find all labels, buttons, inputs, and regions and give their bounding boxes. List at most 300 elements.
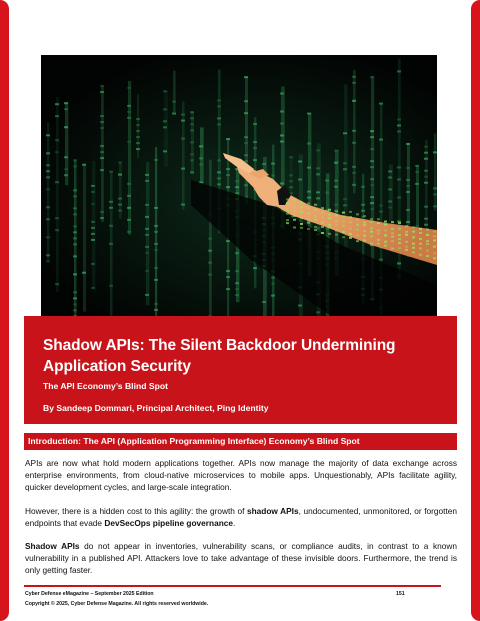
code-glyph (334, 180, 338, 182)
projected-code-glyph (321, 226, 324, 228)
projected-code-glyph (300, 223, 303, 225)
projected-code-glyph (363, 235, 366, 237)
projected-code-glyph (412, 236, 415, 238)
code-glyph (118, 198, 122, 200)
code-glyph (424, 182, 428, 184)
code-glyph (415, 171, 419, 173)
code-glyph (127, 105, 131, 107)
code-glyph (100, 217, 104, 219)
projected-code-glyph (307, 222, 310, 224)
code-glyph (190, 129, 194, 131)
code-glyph (226, 186, 230, 188)
code-glyph (370, 184, 374, 186)
code-glyph (154, 303, 158, 305)
code-glyph (352, 130, 356, 132)
projected-code-glyph (314, 209, 317, 211)
projected-code-glyph (370, 231, 373, 233)
paragraph-hidden-cost (25, 505, 457, 529)
code-glyph (100, 115, 104, 117)
code-glyph (100, 157, 104, 159)
projected-code-glyph (426, 255, 429, 257)
code-glyph (352, 166, 356, 168)
projected-code-glyph (342, 221, 345, 223)
code-glyph (334, 186, 338, 188)
projected-code-glyph (419, 232, 422, 234)
projected-code-glyph (426, 250, 429, 252)
projected-code-glyph (356, 224, 359, 226)
projected-code-glyph (293, 219, 296, 221)
copyright-notice: Copyright © 2025, Cyber Defense Magazine. All rights reserved worldwide. (25, 601, 209, 607)
code-glyph (64, 108, 68, 110)
code-glyph (397, 70, 401, 72)
code-glyph (379, 103, 383, 105)
code-glyph (424, 170, 428, 172)
code-glyph (154, 267, 158, 269)
projected-code-glyph (321, 216, 324, 218)
code-glyph (235, 180, 239, 182)
code-glyph (208, 238, 212, 240)
projected-code-glyph (349, 237, 352, 239)
projected-code-glyph (370, 243, 373, 245)
code-glyph (55, 151, 59, 153)
code-glyph (406, 191, 410, 193)
code-glyph (55, 229, 59, 231)
code-glyph (109, 243, 113, 245)
code-glyph (343, 204, 347, 206)
code-glyph (316, 191, 320, 193)
code-glyph (280, 141, 284, 143)
code-glyph (244, 76, 248, 78)
projected-code-glyph (335, 211, 338, 213)
code-glyph (352, 172, 356, 174)
code-glyph (181, 168, 185, 170)
code-glyph (244, 142, 248, 144)
projected-code-glyph (335, 229, 338, 231)
code-glyph (217, 105, 221, 107)
projected-code-glyph (398, 222, 401, 224)
code-glyph (55, 139, 59, 141)
code-glyph (109, 171, 113, 173)
code-glyph (73, 189, 77, 191)
projected-code-glyph (405, 246, 408, 248)
code-glyph (370, 136, 374, 138)
code-glyph (343, 162, 347, 164)
emphasis-shadow-apis: shadow APIs (246, 506, 299, 516)
projected-code-glyph (356, 219, 359, 221)
code-glyph (91, 191, 95, 193)
code-glyph (253, 159, 257, 161)
code-glyph (154, 231, 158, 233)
code-glyph (235, 252, 239, 254)
code-glyph (235, 288, 239, 290)
code-glyph (316, 197, 320, 199)
code-glyph (397, 166, 401, 168)
code-column (200, 127, 204, 183)
projected-code-glyph (391, 228, 394, 230)
code-glyph (127, 183, 131, 185)
code-glyph (289, 156, 293, 158)
projected-code-glyph (419, 238, 422, 240)
code-glyph (136, 142, 140, 144)
projected-code-glyph (349, 221, 352, 223)
projected-code-glyph (398, 228, 401, 230)
code-glyph (91, 233, 95, 235)
projected-code-glyph (433, 252, 436, 254)
code-glyph (262, 301, 266, 303)
code-glyph (145, 246, 149, 248)
code-glyph (73, 231, 77, 233)
code-glyph (64, 126, 68, 128)
code-glyph (64, 174, 68, 176)
code-glyph (433, 205, 437, 207)
code-glyph (55, 217, 59, 219)
code-glyph (226, 288, 230, 290)
code-glyph (46, 152, 50, 154)
code-glyph (370, 130, 374, 132)
projected-code-glyph (328, 209, 331, 211)
projected-code-glyph (300, 206, 303, 208)
projected-code-glyph (293, 205, 296, 207)
code-glyph (199, 145, 203, 147)
projected-code-glyph (321, 232, 324, 234)
code-glyph (397, 130, 401, 132)
code-glyph (280, 183, 284, 185)
projected-code-glyph (286, 222, 289, 224)
code-glyph (172, 101, 176, 103)
code-glyph (127, 141, 131, 143)
projected-code-glyph (293, 227, 296, 229)
article-title: Shadow APIs: The Silent Backdoor Undermining Application Security (43, 337, 396, 375)
code-glyph (415, 225, 419, 227)
code-glyph (73, 159, 77, 161)
code-glyph (145, 252, 149, 254)
footer-edition: Cyber Defense eMagazine – September 2025 Edition (25, 591, 154, 597)
code-glyph (181, 138, 185, 140)
code-glyph (127, 219, 131, 221)
paragraph-intro (25, 457, 457, 494)
code-glyph (64, 168, 68, 170)
projected-code-glyph (391, 247, 394, 249)
projected-code-glyph (300, 227, 303, 229)
page-number: 151 (396, 591, 405, 597)
code-glyph (388, 206, 392, 208)
projected-code-glyph (426, 243, 429, 245)
code-glyph (415, 165, 419, 167)
code-glyph (46, 260, 50, 262)
code-glyph (73, 213, 77, 215)
projected-code-glyph (286, 198, 289, 200)
code-glyph (46, 176, 50, 178)
projected-code-glyph (321, 211, 324, 213)
code-glyph (280, 123, 284, 125)
code-glyph (334, 204, 338, 206)
code-glyph (163, 120, 167, 122)
code-glyph (73, 165, 77, 167)
code-glyph (379, 259, 383, 261)
projected-code-glyph (286, 209, 289, 211)
projected-code-glyph (356, 229, 359, 231)
code-glyph (415, 183, 419, 185)
code-glyph (370, 148, 374, 150)
code-glyph (181, 120, 185, 122)
code-glyph (73, 255, 77, 257)
projected-code-glyph (412, 231, 415, 233)
projected-code-glyph (321, 207, 324, 209)
projected-code-glyph (328, 233, 331, 235)
code-glyph (145, 216, 149, 218)
code-glyph (343, 168, 347, 170)
code-glyph (100, 145, 104, 147)
code-glyph (325, 192, 329, 194)
code-glyph (46, 188, 50, 190)
article-byline: By Sandeep Dommari, Principal Architect, Ping Identity (43, 403, 269, 413)
code-column (164, 90, 168, 167)
code-glyph (433, 151, 437, 153)
code-glyph (361, 210, 365, 212)
projected-code-glyph (377, 232, 380, 234)
paragraph-text: , undocumented, unmonitored, or forgotten endpoints that evade (25, 506, 457, 529)
code-glyph (316, 311, 320, 313)
code-glyph (154, 249, 158, 251)
paragraph-text: . (233, 518, 236, 529)
code-glyph (109, 225, 113, 227)
code-glyph (370, 178, 374, 180)
code-glyph (55, 283, 59, 285)
section-heading: Introduction: The API (Application Programming Interface) Economy’s Blind Spot (24, 433, 457, 450)
code-glyph (118, 210, 122, 212)
code-glyph (73, 297, 77, 299)
projected-code-glyph (377, 239, 380, 241)
code-glyph (226, 138, 230, 140)
code-glyph (334, 150, 338, 152)
code-glyph (100, 121, 104, 123)
projected-code-glyph (356, 240, 359, 242)
projected-code-glyph (370, 221, 373, 223)
projected-code-glyph (412, 251, 415, 253)
projected-code-glyph (426, 229, 429, 231)
projected-code-glyph (307, 212, 310, 214)
code-glyph (217, 171, 221, 173)
code-glyph (388, 188, 392, 190)
paragraph-shadow-apis (25, 540, 457, 577)
code-glyph (91, 185, 95, 187)
code-glyph (433, 187, 437, 189)
code-glyph (127, 111, 131, 113)
projected-code-glyph (384, 241, 387, 243)
code-glyph (424, 176, 428, 178)
projected-code-glyph (426, 240, 429, 242)
code-glyph (244, 154, 248, 156)
projected-code-glyph (398, 247, 401, 249)
code-glyph (46, 206, 50, 208)
code-glyph (190, 153, 194, 155)
code-glyph (226, 276, 230, 278)
code-glyph (127, 87, 131, 89)
code-glyph (280, 111, 284, 113)
code-glyph (397, 124, 401, 126)
code-glyph (208, 250, 212, 252)
projected-code-glyph (342, 212, 345, 214)
code-glyph (361, 186, 365, 188)
code-glyph (73, 309, 77, 311)
code-glyph (244, 136, 248, 138)
projected-code-glyph (335, 220, 338, 222)
projected-code-glyph (328, 226, 331, 228)
code-glyph (190, 159, 194, 161)
code-glyph (298, 305, 302, 307)
code-glyph (91, 203, 95, 205)
code-glyph (190, 171, 194, 173)
code-glyph (190, 117, 194, 119)
projected-code-glyph (398, 234, 401, 236)
code-glyph (100, 85, 104, 87)
code-glyph (343, 198, 347, 200)
code-glyph (190, 111, 194, 113)
code-glyph (370, 166, 374, 168)
code-glyph (55, 115, 59, 117)
projected-code-glyph (300, 202, 303, 204)
projected-code-glyph (335, 214, 338, 216)
code-glyph (307, 191, 311, 193)
code-glyph (280, 93, 284, 95)
code-glyph (118, 162, 122, 164)
code-glyph (397, 178, 401, 180)
code-glyph (352, 142, 356, 144)
code-glyph (73, 237, 77, 239)
footer-divider (24, 585, 441, 587)
projected-code-glyph (321, 221, 324, 223)
projected-code-glyph (433, 235, 436, 237)
projected-code-glyph (342, 225, 345, 227)
code-glyph (190, 141, 194, 143)
projected-code-glyph (307, 228, 310, 230)
projected-code-glyph (405, 234, 408, 236)
code-glyph (55, 103, 59, 105)
code-glyph (136, 124, 140, 126)
code-glyph (199, 157, 203, 159)
code-glyph (370, 196, 374, 198)
code-glyph (379, 211, 383, 213)
code-glyph (280, 135, 284, 137)
projected-code-glyph (314, 229, 317, 231)
code-glyph (406, 221, 410, 223)
code-glyph (217, 117, 221, 119)
code-glyph (370, 202, 374, 204)
code-glyph (136, 118, 140, 120)
left-page-edge (0, 0, 9, 621)
code-glyph (73, 291, 77, 293)
projected-code-glyph (405, 241, 408, 243)
code-glyph (298, 161, 302, 163)
projected-code-glyph (349, 216, 352, 218)
code-glyph (424, 206, 428, 208)
code-glyph (271, 175, 275, 177)
code-glyph (82, 272, 86, 274)
code-glyph (100, 151, 104, 153)
code-glyph (316, 167, 320, 169)
code-glyph (64, 156, 68, 158)
code-glyph (271, 295, 275, 297)
projected-code-glyph (307, 203, 310, 205)
code-column (416, 165, 419, 230)
code-glyph (253, 123, 257, 125)
code-glyph (91, 239, 95, 241)
code-glyph (397, 262, 401, 264)
code-glyph (208, 274, 212, 276)
code-glyph (433, 193, 437, 195)
code-glyph (397, 118, 401, 120)
code-glyph (208, 262, 212, 264)
projected-code-glyph (398, 242, 401, 244)
projected-code-glyph (314, 204, 317, 206)
projected-code-glyph (356, 235, 359, 237)
article-title-banner (24, 316, 457, 424)
code-glyph (253, 267, 257, 269)
code-glyph (127, 195, 131, 197)
code-glyph (100, 211, 104, 213)
projected-code-glyph (328, 217, 331, 219)
projected-code-glyph (391, 232, 394, 234)
code-column (65, 102, 68, 185)
code-glyph (100, 127, 104, 129)
code-glyph (388, 170, 392, 172)
projected-code-glyph (286, 219, 289, 221)
hand-pointing-at-code-projection-icon (41, 55, 437, 316)
code-column (56, 97, 59, 292)
code-glyph (46, 134, 50, 136)
code-glyph (226, 270, 230, 272)
code-glyph (352, 100, 356, 102)
code-glyph (388, 176, 392, 178)
code-glyph (46, 254, 50, 256)
code-glyph (424, 218, 428, 220)
code-glyph (154, 207, 158, 209)
code-glyph (154, 159, 158, 161)
code-glyph (271, 283, 275, 285)
code-glyph (235, 294, 239, 296)
projected-code-glyph (286, 213, 289, 215)
projected-code-glyph (433, 257, 436, 259)
code-glyph (82, 164, 86, 166)
projected-code-glyph (419, 243, 422, 245)
projected-code-glyph (342, 216, 345, 218)
projected-code-glyph (384, 221, 387, 223)
code-glyph (397, 196, 401, 198)
projected-code-glyph (398, 238, 401, 240)
code-glyph (217, 99, 221, 101)
projected-code-glyph (377, 243, 380, 245)
code-glyph (235, 186, 239, 188)
projected-code-glyph (384, 229, 387, 231)
code-glyph (154, 309, 158, 311)
code-glyph (91, 263, 95, 265)
code-glyph (253, 147, 257, 149)
code-glyph (127, 207, 131, 209)
projected-code-glyph (391, 240, 394, 242)
projected-code-glyph (307, 219, 310, 221)
projected-code-glyph (335, 224, 338, 226)
projected-code-glyph (405, 231, 408, 233)
code-glyph (352, 184, 356, 186)
code-glyph (100, 91, 104, 93)
code-glyph (406, 179, 410, 181)
code-glyph (289, 186, 293, 188)
code-glyph (154, 279, 158, 281)
projected-code-glyph (349, 233, 352, 235)
code-glyph (190, 123, 194, 125)
projected-code-glyph (342, 236, 345, 238)
projected-code-glyph (363, 230, 366, 232)
